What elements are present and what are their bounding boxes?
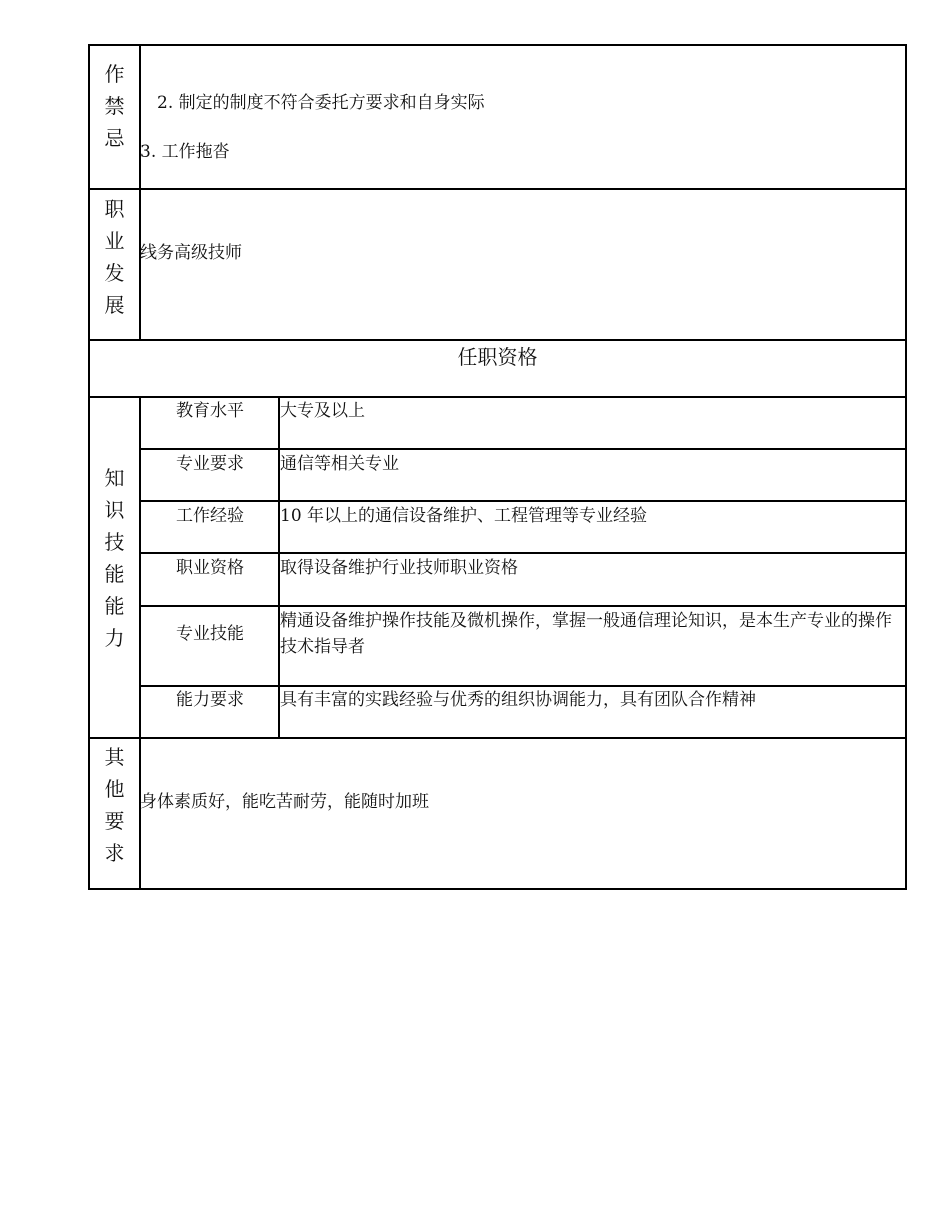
row-divider: [139, 448, 907, 450]
row-label-education: 教育水平: [176, 401, 244, 421]
row-divider: [88, 339, 907, 341]
taboo-item-2: 2. 制定的制度不符合委托方要求和自身实际: [157, 93, 485, 113]
row-value-ability: 具有丰富的实践经验与优秀的组织协调能力，具有团队合作精神: [280, 690, 756, 710]
taboo-item-3: 3. 工作拖沓: [140, 142, 230, 162]
row-value-experience: 10 年以上的通信设备维护、工程管理等专业经验: [280, 506, 648, 526]
taboos-label: 作 禁 忌: [104, 62, 125, 150]
row-divider: [139, 500, 907, 502]
row-label-certification: 职业资格: [176, 558, 244, 578]
row-divider: [88, 737, 907, 739]
row-label-ability: 能力要求: [176, 690, 244, 710]
row-divider: [139, 552, 907, 554]
table-border-top: [88, 44, 907, 46]
table-border-bottom: [88, 888, 907, 890]
row-value-skills: 精通设备维护操作技能及微机操作，掌握一般通信理论知识，是本生产专业的操作技术指导者: [280, 611, 892, 657]
row-value-major: 通信等相关专业: [280, 454, 399, 474]
other-label: 其 他 要 求: [104, 745, 125, 865]
career-label: 职 业 发 展: [104, 197, 125, 317]
row-divider: [139, 605, 907, 607]
row-label-skills: 专业技能: [176, 624, 244, 644]
row-label-major: 专业要求: [176, 454, 244, 474]
row-value-certification: 取得设备维护行业技师职业资格: [280, 558, 518, 578]
career-text: 线务高级技师: [140, 243, 242, 263]
qualification-title: 任职资格: [457, 345, 538, 369]
table-border-right: [905, 44, 907, 890]
row-value-education: 大专及以上: [280, 401, 365, 421]
row-divider: [88, 188, 907, 190]
row-label-experience: 工作经验: [176, 506, 244, 526]
other-text: 身体素质好，能吃苦耐劳，能随时加班: [140, 792, 429, 812]
qualification-label: 知 识 技 能 能 力: [104, 466, 125, 650]
